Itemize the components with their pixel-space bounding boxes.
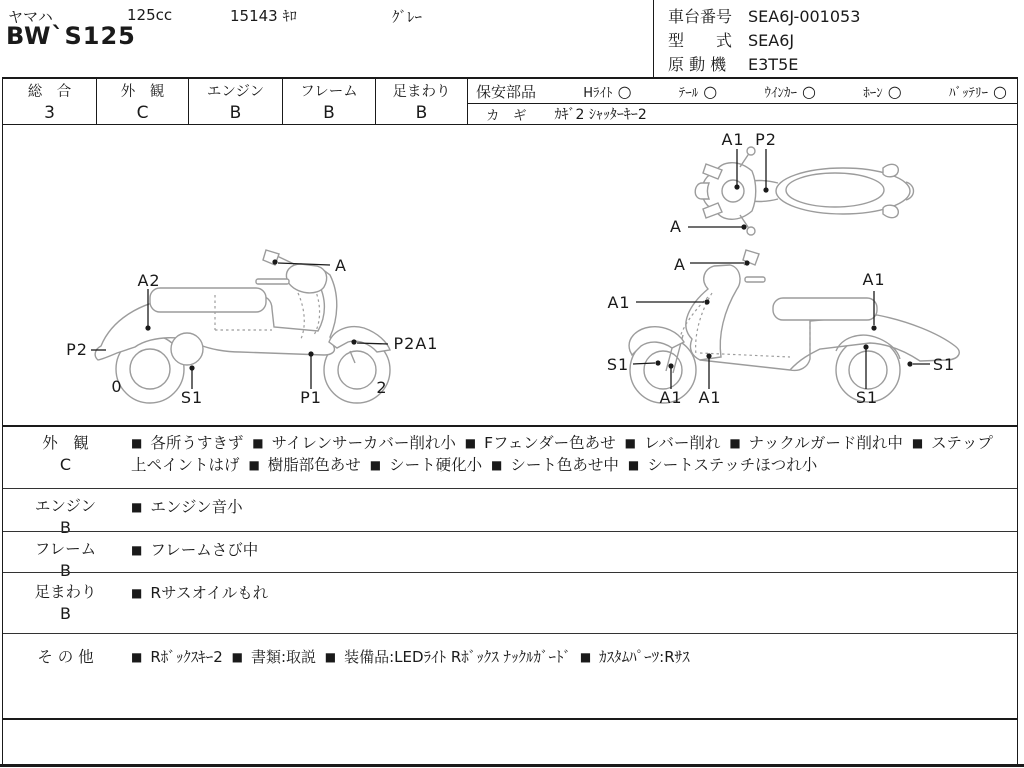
type-code-value: SEA6J [748,31,795,50]
comment-item: ■ シート色あせ中 [491,456,619,474]
section-undercarriage-label: 足まわり [34,583,97,601]
section-exterior-comments [131,427,1007,476]
section-undercarriage [3,572,1017,633]
rating-exterior-label: 外 観 [120,84,165,100]
section-engine-grade: B [60,518,71,537]
damage-label-s1-left: S1 [180,388,204,407]
engine-code-value: E3T5E [748,55,799,74]
rating-undercarriage-value: B [415,103,428,123]
section-frame-label: フレーム [34,540,97,558]
damage-label-p2-topview: P2 [755,130,777,149]
comment-item: ■ Rサスオイルもれ [131,584,268,602]
comment-item: ■ フレームさび中 [131,541,258,559]
damage-label-a1-front-right: A1 [607,293,631,312]
comment-item: ■ ステップ上ペイントはげ [131,434,993,474]
safety-item-horn-label: ﾎｰﾝ [863,85,883,101]
rating-engine-label: エンジン [206,84,265,100]
damage-label-a2-left: A2 [137,271,161,290]
engine-code-label: 原 動 機 [668,55,727,74]
rating-frame [283,79,376,124]
section-engine-comments [131,489,1007,518]
rating-frame-value: B [323,103,335,123]
key-value: ｶｷﾞ2 ｼｬｯﾀｰｷｰ2 [554,107,647,123]
section-undercarriage-comments [131,573,1007,604]
damage-label-a-right: A [674,255,686,274]
comment-item: ■ 樹脂部色あせ [248,456,360,474]
section-other-header [3,634,128,668]
odometer-value: 15143 [230,7,278,25]
section-frame [3,531,1017,580]
comment-item: ■ サイレンサーカバー削れ小 [252,434,456,452]
section-exterior-header [3,427,128,476]
odometer-unit: ｷﾛ [282,9,297,25]
rating-frame-label: フレーム [300,84,358,100]
comment-item: ■ 各所うすきず [131,434,243,452]
section-undercarriage-header [3,573,128,625]
comment-item: ■ ナックルガード削れ中 [729,434,903,452]
key-label: カ ギ [486,108,527,124]
vehicle-id-box [653,0,1022,77]
safety-parts-title: 保安部品 [476,82,537,101]
status-circle-icon: ○ [887,81,902,101]
rating-engine [189,79,283,124]
section-engine-label: エンジン [34,497,97,515]
comment-item: ■ エンジン音小 [131,498,243,516]
rating-overall-value: 3 [44,103,55,123]
scooter-diagrams [3,125,1016,423]
section-exterior-grade: C [59,455,72,474]
rating-exterior [97,79,189,124]
comment-item: ■ シートステッチほつれ小 [628,456,817,474]
section-exterior [3,425,1017,488]
section-other-comments [131,634,1007,668]
damage-diagram-box [2,125,1018,425]
condition-comments-table [2,425,1018,764]
section-frame-comments [131,532,1007,561]
damage-label-a1-floor-right: A1 [698,388,722,407]
tread-depth-rear: 0 [111,377,123,396]
comment-item: ■ シート硬化小 [370,456,482,474]
damage-label-a-left: A [335,256,347,275]
maker-name: ヤマハ [8,8,53,26]
body-color: ｸﾞﾚｰ [392,8,423,26]
tread-depth-front: 2 [376,378,388,397]
type-code-label: 型 式 [668,31,733,50]
damage-label-a-topview: A [670,217,682,236]
damage-label-p2-left: P2 [66,340,88,359]
safety-parts-box [468,79,1017,124]
damage-label-p2a1-left: P2A1 [393,334,439,353]
ratings-bar [2,77,1018,125]
engine-code-row [668,52,798,75]
comment-item: ■ 装備品:LEDﾗｲﾄ Rﾎﾞｯｸｽ ﾅｯｸﾙｶﾞｰﾄﾞ [325,648,571,666]
status-circle-icon: ○ [802,81,816,101]
section-frame-grade: B [60,561,71,580]
damage-label-a1-fork-right: A1 [659,388,683,407]
section-engine [3,488,1017,537]
safety-parts-row [468,79,1017,104]
damage-label-s1-wheel-right: S1 [855,388,879,407]
damage-label-s1-front-right: S1 [606,355,630,374]
empty-footer-row [3,718,1017,764]
section-other-label: そ の 他 [37,648,94,666]
model-name: BW`S125 [6,22,136,50]
status-circle-icon: ○ [703,81,718,101]
safety-item-tail-label: ﾃｰﾙ [678,85,699,101]
safety-item-battery [949,82,1007,101]
damage-label-a1-topview: A1 [721,130,745,149]
chassis-number-value: SEA6J-001053 [748,7,861,26]
rating-engine-value: B [229,103,242,123]
safety-item-battery-label: ﾊﾞｯﾃﾘｰ [949,85,988,101]
damage-label-a1-rear-right: A1 [862,270,886,289]
odometer [230,6,297,26]
comment-item: ■ レバー削れ [625,434,721,452]
rating-undercarriage-label: 足まわり [392,84,451,100]
status-circle-icon: ○ [993,81,1007,101]
comment-item: ■ ｶｽﾀﾑﾊﾟｰﾂ:Rｻｽ [580,648,690,666]
safety-item-winker-label: ｳｲﾝｶｰ [764,85,798,101]
damage-label-p1-left: P1 [300,388,322,407]
rating-overall-label: 総 合 [27,84,72,100]
safety-item-headlight [583,82,631,101]
scooter-top-view-sketch [695,147,913,235]
comment-item: ■ Rﾎﾞｯｸｽｷｰ2 [131,648,223,666]
rating-overall [3,79,97,124]
section-other [3,633,1017,718]
comment-item: ■ 書類:取説 [232,648,316,666]
type-code-row [668,28,794,51]
engine-displacement: 125cc [127,6,173,24]
safety-item-winker [765,82,816,101]
safety-item-headlight-label: Hﾗｲﾄ [583,85,613,101]
comment-item: ■ Fフェンダー色あせ [465,434,616,452]
chassis-number-label: 車台番号 [668,7,733,26]
sheet-bottom-border [0,764,1024,767]
rating-exterior-value: C [136,103,149,123]
section-undercarriage-grade: B [60,604,71,623]
status-circle-icon: ○ [617,81,632,101]
key-row [468,104,1017,124]
rating-undercarriage [376,79,468,124]
chassis-number-row [668,4,860,27]
safety-item-tail [679,82,717,101]
damage-label-s1-rear-right: S1 [932,355,956,374]
section-exterior-label: 外 観 [42,434,89,452]
safety-item-horn [863,82,901,101]
